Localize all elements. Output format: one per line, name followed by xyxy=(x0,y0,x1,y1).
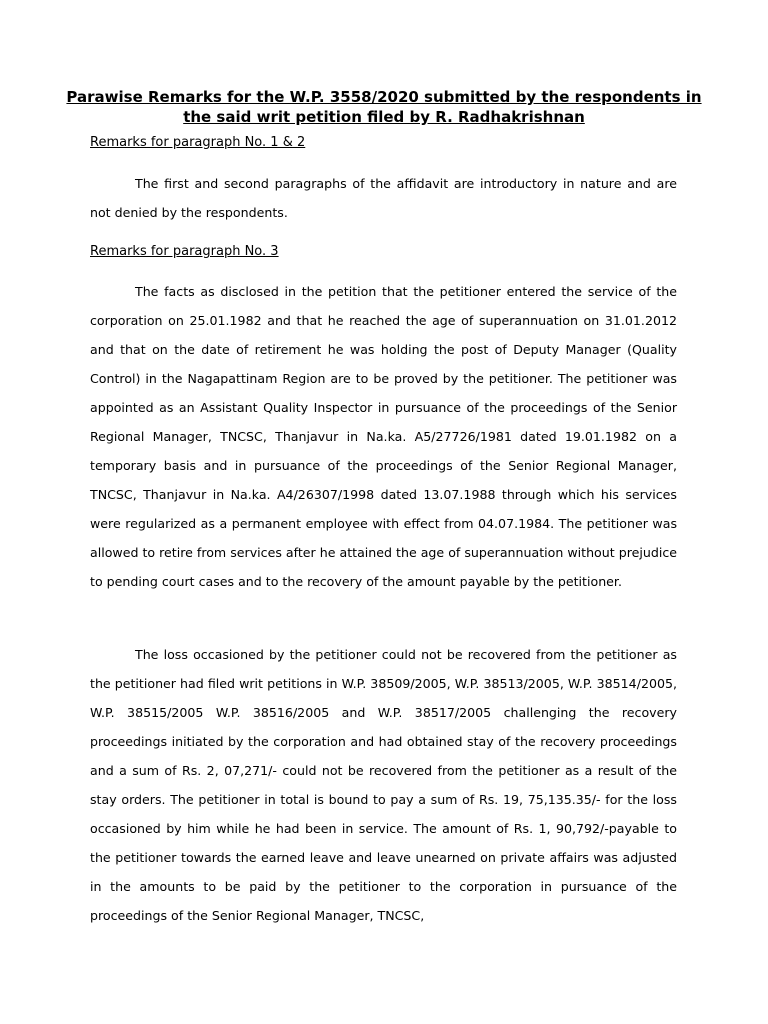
paragraph-remarks-3-loss: The loss occasioned by the petitioner could not be recovered from the petitioner as the petitioner had filed writ petitions in W.P. 38509/2005, W.P. 38513/2005, W.P. 38514/2005, W.P. 38515/2005 W.P. 38516/2005 and W.P. 38517/2005 challenging the recovery proceedings initiated by the corporation and had obtained stay of the recovery proceedings and a sum of Rs. 2, 07,271/- could not be recovered from the petitioner as a result of the stay orders. The petitioner in total is bound to pay a sum of Rs. 19, 75,135.35/- for the loss occasioned by him while he had been in service. The amount of Rs. 1, 90,792/-payable to the petitioner towards the earned leave and leave unearned on private affairs was adjusted in the amounts to be paid by the petitioner to the corporation in pursuance of the proceedings of the Senior Regional Manager, TNCSC, xyxy=(90,647,677,924)
section-heading-para-1-2: Remarks for paragraph No. 1 & 2 xyxy=(90,135,306,150)
document-title: Parawise Remarks for the W.P. 3558/2020 submitted by the respondents in the said writ petition filed by R. Radhakrishnan xyxy=(66,88,702,126)
section-heading-para-3: Remarks for paragraph No. 3 xyxy=(90,244,279,259)
paragraph-remarks-3-facts: The facts as disclosed in the petition that the petitioner entered the service of the corporation on 25.01.1982 and that he reached the age of superannuation on 31.01.2012 and that on the date of retirement he was holding the post of Deputy Manager (Quality Control) in the Nagapattinam Region are to be proved by the petitioner. The petitioner was appointed as an Assistant Quality Inspector in pursuance of the proceedings of the Senior Regional Manager, TNCSC, Thanjavur in Na.ka. A5/27726/1981 dated 19.01.1982 on a temporary basis and in pursuance of the proceedings of the Senior Regional Manager, TNCSC, Thanjavur in Na.ka. A4/26307/1998 dated 13.07.1988 through which his services were regularized as a permanent employee with effect from 04.07.1984. The petitioner was allowed to retire from services after he attained the age of superannuation without prejudice to pending court cases and to the recovery of the amount payable by the petitioner. xyxy=(90,284,677,590)
paragraph-remarks-1-2: The first and second paragraphs of the affidavit are introductory in nature and are not denied by the respondents. xyxy=(90,176,677,221)
